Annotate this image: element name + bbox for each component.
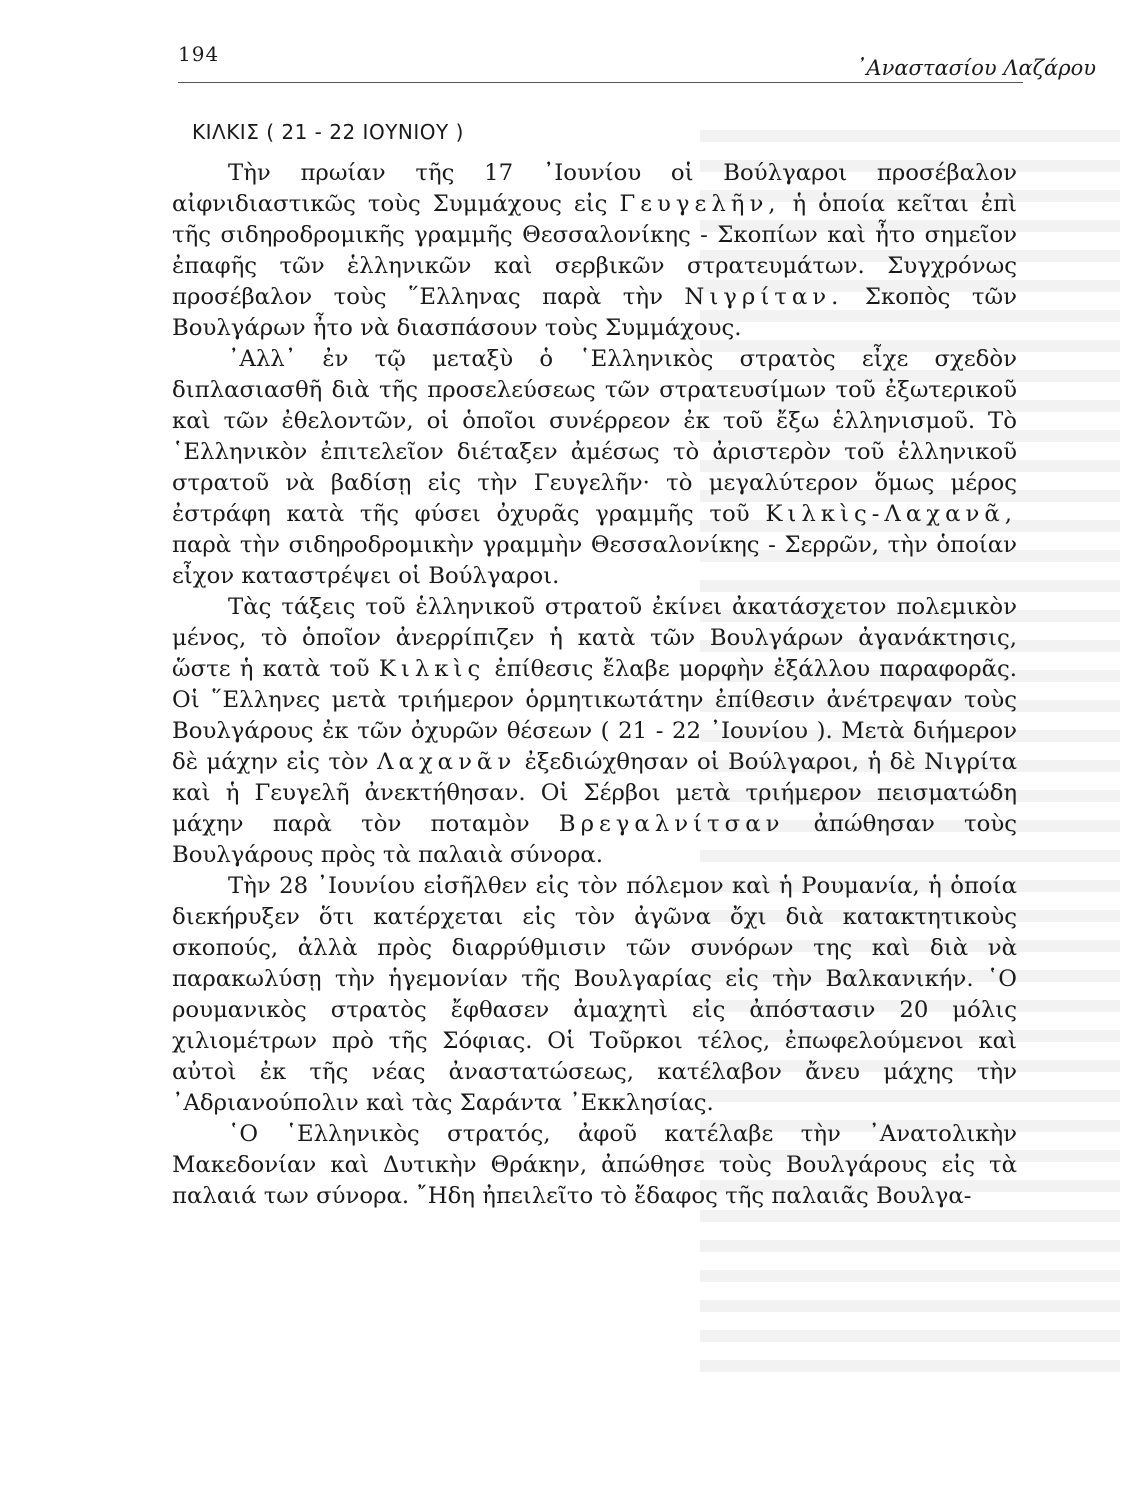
- page-number: 194: [178, 42, 220, 66]
- text-run: Σκοπὸς τῶν Βουλγάρων ἦτο νὰ διασπάσουν τοὺς Συμμάχους.: [172, 284, 1017, 341]
- paragraph: [172, 1119, 1017, 1212]
- text-run: ἐπίθεσις ἔλαβε μορφὴν ἐξάλλου παραφορᾶς. Οἱ ῞Ελληνες μετὰ τριήμερον ὁρμητικωτάτην ἐπίθεσιν ἀνέτρεψαν τοὺς Βουλγάρους ἐκ τῶν ὀχυρῶν θέσεων ( 21 - 22 ᾿Ιουνίου ). Μετὰ διήμερον δὲ μάχην εἰς τὸν: [172, 656, 1018, 775]
- spaced-place-name: Γευγελῆν,: [619, 191, 781, 217]
- text-run: ἐξεδιώχθησαν οἱ Βούλγαροι, ἡ δὲ Νιγρίτα καὶ ἡ Γευγελῆ ἀνεκτήθησαν. Οἱ Σέρβοι μετὰ τριήμερον πεισματώδη μάχην παρὰ τὸν ποταμὸν: [172, 749, 1017, 837]
- header-rule: [178, 82, 1023, 83]
- text-run: ῾Ο ῾Ελληνικὸς στρατός, ἀφοῦ κατέλαβε τὴν ᾿Ανατολικὴν Μακεδονίαν καὶ Δυτικὴν Θράκην, ἀπώθησε τοὺς Βουλγάρους εἰς τὰ παλαιά των σύνορα. ῎Ηδη ἠπειλεῖτο τὸ ἔδαφος τῆς παλαιᾶς Βουλγα-: [172, 1121, 1017, 1209]
- spaced-place-name: Λαχανᾶν: [377, 749, 517, 775]
- spaced-place-name: Νιγρίταν.: [684, 284, 844, 310]
- text-run: Τὴν 28 ᾿Ιουνίου εἰσῆλθεν εἰς τὸν πόλεμον καὶ ἡ Ρουμανία, ἡ ὁποία διεκήρυξεν ὅτι κατέρχεται εἰς τὸν ἀγῶνα ὄχι διὰ κατακτητικοὺς σκοπούς, ἀλλὰ πρὸς διαρρύθμισιν τῶν συνόρων της καὶ διὰ νὰ παρακωλύσῃ τὴν ἡγεμονίαν τῆς Βουλγαρίας εἰς τὴν Βαλκανικήν. ῾Ο ρουμανικὸς στρατὸς ἔφθασεν ἀμαχητὶ εἰς ἀπόστασιν 20 μόλις χιλιομέτρων πρὸ τῆς Σόφιας. Οἱ Τοῦρκοι τέλος, ἐπωφελούμενοι καὶ αὐτοὶ ἐκ τῆς νέας ἀναστατώσεως, κατέλαβον ἄνευ μάχης τὴν ᾿Αδριανούπολιν καὶ τὰς Σαράντα ᾿Εκκλησίας.: [172, 873, 1017, 1116]
- text-run: ἡ ὁποία κεῖται ἐπὶ τῆς σιδηροδρομικῆς γραμμῆς Θεσσαλονίκης - Σκοπίων καὶ ἦτο σημεῖον ἐπαφῆς τῶν ἑλληνικῶν καὶ σερβικῶν στρατευμάτων. Συγχρόνως προσέβαλον τοὺς ῞Ελληνας παρὰ τὴν: [172, 191, 1017, 310]
- paragraph: [172, 592, 1017, 871]
- paragraph: [172, 344, 1017, 592]
- text-run: παρὰ τὴν σιδηροδρομικὴν γραμμὴν Θεσσαλονίκης - Σερρῶν, τὴν ὁποίαν εἶχον καταστρέψει οἱ Βούλγαροι.: [172, 532, 1017, 589]
- text-run: ἀπώθησαν τοὺς Βουλγάρους πρὸς τὰ παλαιὰ σύνορα.: [172, 811, 1017, 868]
- spaced-place-name: Κιλκὶς: [378, 656, 486, 682]
- section-heading: ΚΙΛΚΙΣ ( 21 - 22 ΙΟΥΝΙΟΥ ): [192, 120, 464, 144]
- body-text: [172, 158, 1017, 1212]
- text-run: Τὴν πρωίαν τῆς 17 ᾿Ιουνίου οἱ Βούλγαροι προσέβαλον αἰφνιδιαστικῶς τοὺς Συμμάχους εἰς: [172, 160, 1017, 217]
- spaced-place-name: Βρεγαλνίτσαν: [558, 811, 785, 837]
- spaced-place-name: Κιλκὶς-Λαχανᾶ,: [765, 501, 1017, 527]
- text-run: ᾿Αλλ᾿ ἐν τῷ μεταξὺ ὁ ῾Ελληνικὸς στρατὸς εἶχε σχεδὸν διπλασιασθῆ διὰ τῆς προσελεύσεως τῶν στρατευσίμων τοῦ ἐξωτερικοῦ καὶ τῶν ἐθελοντῶν, οἱ ὁποῖοι συνέρρεον ἐκ τοῦ ἔξω ἑλληνισμοῦ. Τὸ ῾Ελληνικὸν ἐπιτελεῖον διέταξεν ἀμέσως τὸ ἀριστερὸν τοῦ ἑλληνικοῦ στρατοῦ νὰ βαδίσῃ εἰς τὴν Γευγελῆν· τὸ μεγαλύτερον ὅμως μέρος ἐστράφη κατὰ τῆς φύσει ὀχυρᾶς γραμμῆς τοῦ: [172, 346, 1017, 527]
- running-head: ᾿Αναστασίου Λαζάρου: [855, 56, 1096, 80]
- text-run: Τὰς τάξεις τοῦ ἑλληνικοῦ στρατοῦ ἐκίνει ἀκατάσχετον πολεμικὸν μένος, τὸ ὁποῖον ἀνερρίπιζεν ἡ κατὰ τῶν Βουλγάρων ἀγανάκτησις, ὥστε ἡ κατὰ τοῦ: [172, 594, 1017, 682]
- paragraph: [172, 871, 1017, 1119]
- paragraph: [172, 158, 1017, 344]
